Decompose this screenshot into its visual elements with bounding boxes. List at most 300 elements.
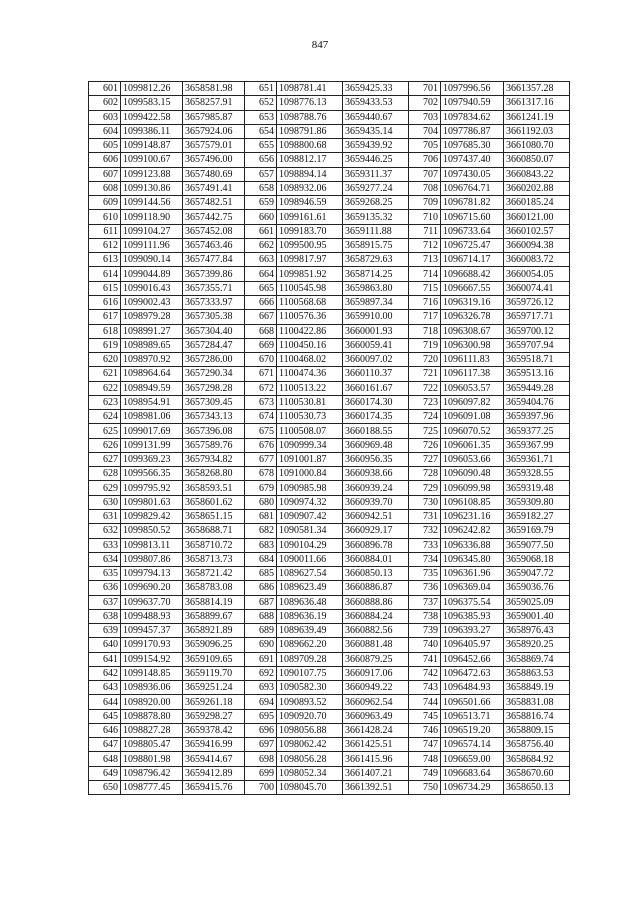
y-coordinate: 3658783.08	[183, 581, 245, 595]
point-number: 602	[89, 96, 121, 110]
point-number: 660	[245, 210, 277, 224]
x-coordinate: 1099488.93	[121, 609, 183, 623]
y-coordinate: 3659404.76	[504, 395, 570, 409]
table-row	[89, 267, 570, 281]
x-coordinate: 1099154.92	[121, 652, 183, 666]
point-number: 619	[89, 338, 121, 352]
point-number: 711	[409, 224, 441, 238]
y-coordinate: 3660850.07	[504, 153, 570, 167]
y-coordinate: 3660185.24	[504, 196, 570, 210]
point-number: 669	[245, 338, 277, 352]
table-row	[89, 452, 570, 466]
y-coordinate: 3658814.19	[183, 595, 245, 609]
x-coordinate: 1091000.84	[277, 467, 343, 481]
x-coordinate: 1099111.96	[121, 238, 183, 252]
y-coordinate: 3660174.35	[343, 410, 409, 424]
point-number: 736	[409, 581, 441, 595]
y-coordinate: 3659047.72	[504, 567, 570, 581]
point-number: 620	[89, 353, 121, 367]
table-row	[89, 438, 570, 452]
x-coordinate: 1099123.88	[121, 167, 183, 181]
y-coordinate: 3659109.65	[183, 652, 245, 666]
point-number: 624	[89, 410, 121, 424]
point-number: 623	[89, 395, 121, 409]
y-coordinate: 3660121.00	[504, 210, 570, 224]
table-row	[89, 509, 570, 523]
y-coordinate: 3658651.15	[183, 509, 245, 523]
point-number: 667	[245, 310, 277, 324]
point-number: 701	[409, 82, 441, 96]
x-coordinate: 1099812.26	[121, 82, 183, 96]
x-coordinate: 1099090.14	[121, 253, 183, 267]
point-number: 607	[89, 167, 121, 181]
point-number: 673	[245, 395, 277, 409]
table-row	[89, 538, 570, 552]
x-coordinate: 1100576.36	[277, 310, 343, 324]
x-coordinate: 1099131.99	[121, 438, 183, 452]
point-number: 648	[89, 752, 121, 766]
y-coordinate: 3660963.49	[343, 709, 409, 723]
x-coordinate: 1098827.28	[121, 723, 183, 737]
y-coordinate: 3659119.70	[183, 666, 245, 680]
y-coordinate: 3659435.14	[343, 124, 409, 138]
x-coordinate: 1098800.68	[277, 139, 343, 153]
point-number: 713	[409, 253, 441, 267]
y-coordinate: 3657284.47	[183, 338, 245, 352]
point-number: 662	[245, 238, 277, 252]
table-row	[89, 495, 570, 509]
y-coordinate: 3658601.62	[183, 495, 245, 509]
point-number: 712	[409, 238, 441, 252]
point-number: 668	[245, 324, 277, 338]
x-coordinate: 1089639.49	[277, 624, 343, 638]
x-coordinate: 1097437.40	[441, 153, 504, 167]
x-coordinate: 1099457.37	[121, 624, 183, 638]
table-row	[89, 196, 570, 210]
y-coordinate: 3658670.60	[504, 766, 570, 780]
y-coordinate: 3659068.18	[504, 552, 570, 566]
x-coordinate: 1090920.70	[277, 709, 343, 723]
x-coordinate: 1091001.87	[277, 452, 343, 466]
table-row	[89, 695, 570, 709]
point-number: 689	[245, 624, 277, 638]
y-coordinate: 3657589.76	[183, 438, 245, 452]
y-coordinate: 3659182.27	[504, 509, 570, 523]
x-coordinate: 1089636.48	[277, 595, 343, 609]
table-row	[89, 410, 570, 424]
y-coordinate: 3660896.78	[343, 538, 409, 552]
table-row	[89, 395, 570, 409]
point-number: 742	[409, 666, 441, 680]
point-number: 610	[89, 210, 121, 224]
y-coordinate: 3657286.00	[183, 353, 245, 367]
point-number: 703	[409, 110, 441, 124]
y-coordinate: 3659897.34	[343, 295, 409, 309]
point-number: 659	[245, 196, 277, 210]
y-coordinate: 3659377.25	[504, 424, 570, 438]
x-coordinate: 1096501.66	[441, 695, 504, 709]
x-coordinate: 1098788.76	[277, 110, 343, 124]
point-number: 681	[245, 509, 277, 523]
x-coordinate: 1098056.88	[277, 723, 343, 737]
x-coordinate: 1098045.70	[277, 781, 343, 795]
x-coordinate: 1099583.15	[121, 96, 183, 110]
x-coordinate: 1099801.63	[121, 495, 183, 509]
x-coordinate: 1090581.34	[277, 524, 343, 538]
y-coordinate: 3658915.75	[343, 238, 409, 252]
y-coordinate: 3659416.99	[183, 738, 245, 752]
point-number: 633	[89, 538, 121, 552]
point-number: 632	[89, 524, 121, 538]
x-coordinate: 1099170.93	[121, 638, 183, 652]
y-coordinate: 3659863.80	[343, 281, 409, 295]
x-coordinate: 1096345.80	[441, 552, 504, 566]
point-number: 612	[89, 238, 121, 252]
x-coordinate: 1096714.17	[441, 253, 504, 267]
x-coordinate: 1100530.81	[277, 395, 343, 409]
y-coordinate: 3659001.40	[504, 609, 570, 623]
point-number: 665	[245, 281, 277, 295]
y-coordinate: 3658809.15	[504, 723, 570, 737]
point-number: 640	[89, 638, 121, 652]
point-number: 616	[89, 295, 121, 309]
table-row	[89, 153, 570, 167]
point-number: 740	[409, 638, 441, 652]
x-coordinate: 1099829.42	[121, 509, 183, 523]
x-coordinate: 1099566.35	[121, 467, 183, 481]
x-coordinate: 1098981.06	[121, 410, 183, 424]
table-row	[89, 139, 570, 153]
y-coordinate: 3659439.92	[343, 139, 409, 153]
y-coordinate: 3657355.71	[183, 281, 245, 295]
y-coordinate: 3659025.09	[504, 595, 570, 609]
y-coordinate: 3659415.76	[183, 781, 245, 795]
x-coordinate: 1090104.29	[277, 538, 343, 552]
point-number: 688	[245, 609, 277, 623]
x-coordinate: 1099161.61	[277, 210, 343, 224]
y-coordinate: 3661317.16	[504, 96, 570, 110]
y-coordinate: 3660879.25	[343, 652, 409, 666]
point-number: 628	[89, 467, 121, 481]
x-coordinate: 1096300.98	[441, 338, 504, 352]
point-number: 723	[409, 395, 441, 409]
coordinate-table	[88, 81, 570, 795]
x-coordinate: 1096393.27	[441, 624, 504, 638]
y-coordinate: 3660202.88	[504, 181, 570, 195]
x-coordinate: 1099144.56	[121, 196, 183, 210]
point-number: 626	[89, 438, 121, 452]
table-row	[89, 167, 570, 181]
y-coordinate: 3659169.79	[504, 524, 570, 538]
x-coordinate: 1098936.06	[121, 681, 183, 695]
y-coordinate: 3659433.53	[343, 96, 409, 110]
y-coordinate: 3660938.66	[343, 467, 409, 481]
point-number: 696	[245, 723, 277, 737]
point-number: 655	[245, 139, 277, 153]
point-number: 676	[245, 438, 277, 452]
table-row	[89, 766, 570, 780]
x-coordinate: 1096375.54	[441, 595, 504, 609]
x-coordinate: 1096734.29	[441, 781, 504, 795]
point-number: 651	[245, 82, 277, 96]
y-coordinate: 3658816.74	[504, 709, 570, 723]
x-coordinate: 1090985.98	[277, 481, 343, 495]
point-number: 690	[245, 638, 277, 652]
x-coordinate: 1096070.52	[441, 424, 504, 438]
y-coordinate: 3659298.27	[183, 709, 245, 723]
x-coordinate: 1097834.62	[441, 110, 504, 124]
table-row	[89, 353, 570, 367]
point-number: 609	[89, 196, 121, 210]
x-coordinate: 1099016.43	[121, 281, 183, 295]
y-coordinate: 3660054.05	[504, 267, 570, 281]
table-row	[89, 281, 570, 295]
x-coordinate: 1097940.59	[441, 96, 504, 110]
x-coordinate: 1096667.55	[441, 281, 504, 295]
point-number: 719	[409, 338, 441, 352]
y-coordinate: 3659096.25	[183, 638, 245, 652]
y-coordinate: 3658976.43	[504, 624, 570, 638]
point-number: 630	[89, 495, 121, 509]
point-number: 721	[409, 367, 441, 381]
x-coordinate: 1100450.16	[277, 338, 343, 352]
y-coordinate: 3658920.25	[504, 638, 570, 652]
x-coordinate: 1096733.64	[441, 224, 504, 238]
y-coordinate: 3657934.82	[183, 452, 245, 466]
point-number: 707	[409, 167, 441, 181]
point-number: 621	[89, 367, 121, 381]
point-number: 613	[89, 253, 121, 267]
x-coordinate: 1098949.59	[121, 381, 183, 395]
x-coordinate: 1096452.66	[441, 652, 504, 666]
x-coordinate: 1098946.59	[277, 196, 343, 210]
point-number: 634	[89, 552, 121, 566]
point-number: 687	[245, 595, 277, 609]
y-coordinate: 3660843.22	[504, 167, 570, 181]
y-coordinate: 3659412.89	[183, 766, 245, 780]
point-number: 744	[409, 695, 441, 709]
point-number: 606	[89, 153, 121, 167]
x-coordinate: 1096519.20	[441, 723, 504, 737]
x-coordinate: 1097685.30	[441, 139, 504, 153]
point-number: 726	[409, 438, 441, 452]
y-coordinate: 3657480.69	[183, 167, 245, 181]
x-coordinate: 1098991.27	[121, 324, 183, 338]
y-coordinate: 3659319.48	[504, 481, 570, 495]
table-row	[89, 524, 570, 538]
point-number: 738	[409, 609, 441, 623]
y-coordinate: 3660888.86	[343, 595, 409, 609]
point-number: 653	[245, 110, 277, 124]
table-row	[89, 467, 570, 481]
y-coordinate: 3658714.25	[343, 267, 409, 281]
y-coordinate: 3661357.28	[504, 82, 570, 96]
point-number: 741	[409, 652, 441, 666]
table-row	[89, 124, 570, 138]
point-number: 685	[245, 567, 277, 581]
table-row	[89, 110, 570, 124]
y-coordinate: 3658849.19	[504, 681, 570, 695]
x-coordinate: 1099130.86	[121, 181, 183, 195]
point-number: 697	[245, 738, 277, 752]
point-number: 718	[409, 324, 441, 338]
x-coordinate: 1097996.56	[441, 82, 504, 96]
point-number: 675	[245, 424, 277, 438]
point-number: 704	[409, 124, 441, 138]
point-number: 710	[409, 210, 441, 224]
y-coordinate: 3657452.08	[183, 224, 245, 238]
y-coordinate: 3659328.55	[504, 467, 570, 481]
y-coordinate: 3661415.96	[343, 752, 409, 766]
page-number: 847	[311, 39, 329, 51]
y-coordinate: 3657333.97	[183, 295, 245, 309]
point-number: 674	[245, 410, 277, 424]
point-number: 717	[409, 310, 441, 324]
table-row	[89, 310, 570, 324]
y-coordinate: 3660174.30	[343, 395, 409, 409]
point-number: 622	[89, 381, 121, 395]
y-coordinate: 3657985.87	[183, 110, 245, 124]
y-coordinate: 3659036.76	[504, 581, 570, 595]
y-coordinate: 3657290.34	[183, 367, 245, 381]
point-number: 692	[245, 666, 277, 680]
x-coordinate: 1096308.67	[441, 324, 504, 338]
x-coordinate: 1090999.34	[277, 438, 343, 452]
point-number: 684	[245, 552, 277, 566]
x-coordinate: 1100568.68	[277, 295, 343, 309]
y-coordinate: 3659367.99	[504, 438, 570, 452]
point-number: 698	[245, 752, 277, 766]
x-coordinate: 1100508.07	[277, 424, 343, 438]
point-number: 646	[89, 723, 121, 737]
point-number: 617	[89, 310, 121, 324]
y-coordinate: 3660850.13	[343, 567, 409, 581]
x-coordinate: 1098796.42	[121, 766, 183, 780]
y-coordinate: 3657482.51	[183, 196, 245, 210]
x-coordinate: 1098878.80	[121, 709, 183, 723]
x-coordinate: 1099422.58	[121, 110, 183, 124]
table-row	[89, 481, 570, 495]
y-coordinate: 3660083.72	[504, 253, 570, 267]
x-coordinate: 1098920.00	[121, 695, 183, 709]
y-coordinate: 3660929.17	[343, 524, 409, 538]
table-row	[89, 82, 570, 96]
table-row	[89, 723, 570, 737]
x-coordinate: 1099807.86	[121, 552, 183, 566]
table-row	[89, 96, 570, 110]
x-coordinate: 1099794.13	[121, 567, 183, 581]
point-number: 693	[245, 681, 277, 695]
x-coordinate: 1100513.22	[277, 381, 343, 395]
point-number: 720	[409, 353, 441, 367]
point-number: 608	[89, 181, 121, 195]
point-number: 654	[245, 124, 277, 138]
y-coordinate: 3658268.80	[183, 467, 245, 481]
table-row	[89, 210, 570, 224]
x-coordinate: 1099183.70	[277, 224, 343, 238]
y-coordinate: 3658756.40	[504, 738, 570, 752]
x-coordinate: 1099044.89	[121, 267, 183, 281]
x-coordinate: 1099500.95	[277, 238, 343, 252]
x-coordinate: 1096574.14	[441, 738, 504, 752]
x-coordinate: 1096683.64	[441, 766, 504, 780]
point-number: 702	[409, 96, 441, 110]
table-row	[89, 609, 570, 623]
point-number: 708	[409, 181, 441, 195]
table-row	[89, 624, 570, 638]
point-number: 670	[245, 353, 277, 367]
x-coordinate: 1096091.08	[441, 410, 504, 424]
point-number: 747	[409, 738, 441, 752]
point-number: 604	[89, 124, 121, 138]
point-number: 683	[245, 538, 277, 552]
point-number: 724	[409, 410, 441, 424]
table-row	[89, 324, 570, 338]
point-number: 664	[245, 267, 277, 281]
table-body	[89, 82, 570, 795]
point-number: 635	[89, 567, 121, 581]
x-coordinate: 1099002.43	[121, 295, 183, 309]
x-coordinate: 1096090.48	[441, 467, 504, 481]
y-coordinate: 3660969.48	[343, 438, 409, 452]
x-coordinate: 1096385.93	[441, 609, 504, 623]
y-coordinate: 3658710.72	[183, 538, 245, 552]
y-coordinate: 3658688.71	[183, 524, 245, 538]
y-coordinate: 3657477.84	[183, 253, 245, 267]
x-coordinate: 1096099.98	[441, 481, 504, 495]
x-coordinate: 1099851.92	[277, 267, 343, 281]
y-coordinate: 3660161.67	[343, 381, 409, 395]
x-coordinate: 1098964.64	[121, 367, 183, 381]
y-coordinate: 3660059.41	[343, 338, 409, 352]
x-coordinate: 1099100.67	[121, 153, 183, 167]
point-number: 650	[89, 781, 121, 795]
point-number: 631	[89, 509, 121, 523]
point-number: 649	[89, 766, 121, 780]
y-coordinate: 3657924.06	[183, 124, 245, 138]
x-coordinate: 1096369.04	[441, 581, 504, 595]
y-coordinate: 3657442.75	[183, 210, 245, 224]
table-row	[89, 181, 570, 195]
y-coordinate: 3661407.21	[343, 766, 409, 780]
point-number: 627	[89, 452, 121, 466]
point-number: 625	[89, 424, 121, 438]
point-number: 700	[245, 781, 277, 795]
y-coordinate: 3661425.51	[343, 738, 409, 752]
y-coordinate: 3657496.00	[183, 153, 245, 167]
x-coordinate: 1098801.98	[121, 752, 183, 766]
y-coordinate: 3659717.71	[504, 310, 570, 324]
point-number: 678	[245, 467, 277, 481]
point-number: 636	[89, 581, 121, 595]
x-coordinate: 1090011.66	[277, 552, 343, 566]
point-number: 731	[409, 509, 441, 523]
x-coordinate: 1096061.35	[441, 438, 504, 452]
point-number: 637	[89, 595, 121, 609]
y-coordinate: 3659311.37	[343, 167, 409, 181]
x-coordinate: 1099817.97	[277, 253, 343, 267]
x-coordinate: 1096326.78	[441, 310, 504, 324]
point-number: 734	[409, 552, 441, 566]
table-row	[89, 652, 570, 666]
x-coordinate: 1098970.92	[121, 353, 183, 367]
point-number: 716	[409, 295, 441, 309]
point-number: 641	[89, 652, 121, 666]
y-coordinate: 3659378.42	[183, 723, 245, 737]
y-coordinate: 3657309.45	[183, 395, 245, 409]
table-row	[89, 638, 570, 652]
x-coordinate: 1096513.71	[441, 709, 504, 723]
